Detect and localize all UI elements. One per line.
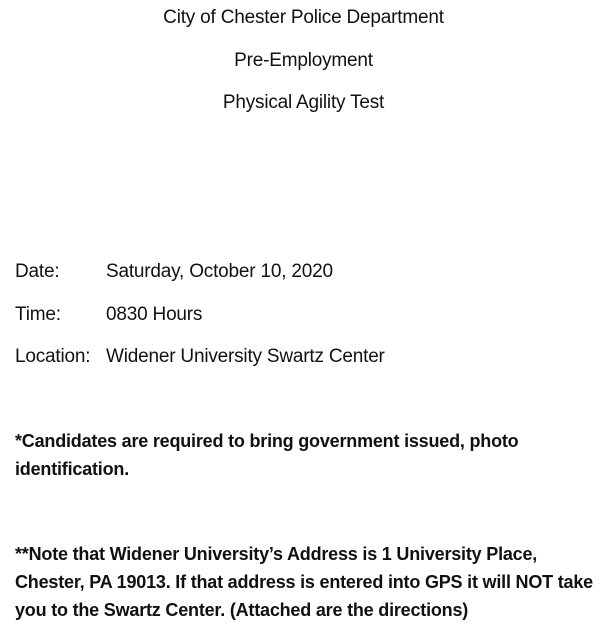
date-value: Saturday, October 10, 2020 <box>106 261 333 282</box>
test-title: Physical Agility Test <box>222 92 385 113</box>
time-label: Time: <box>15 304 61 325</box>
id-requirement-note: *Candidates are required to bring government issued, photo identification. <box>15 431 519 479</box>
date-row <box>15 260 333 284</box>
location-row <box>15 345 385 369</box>
time-row <box>15 303 202 327</box>
document-subtitle: Pre-Employment <box>234 50 373 71</box>
time-value: 0830 Hours <box>106 304 203 325</box>
address-note: **Note that Widener University’s Address is 1 University Place, Chester, PA 19013. If that address is entered into GPS it will NOT take you to the Swartz Center. (Attached are the directions) <box>15 544 593 620</box>
location-value: Widener University Swartz Center <box>106 346 385 367</box>
location-label: Location: <box>15 346 91 367</box>
department-title: City of Chester Police Department <box>163 7 444 28</box>
date-label: Date: <box>15 261 60 282</box>
